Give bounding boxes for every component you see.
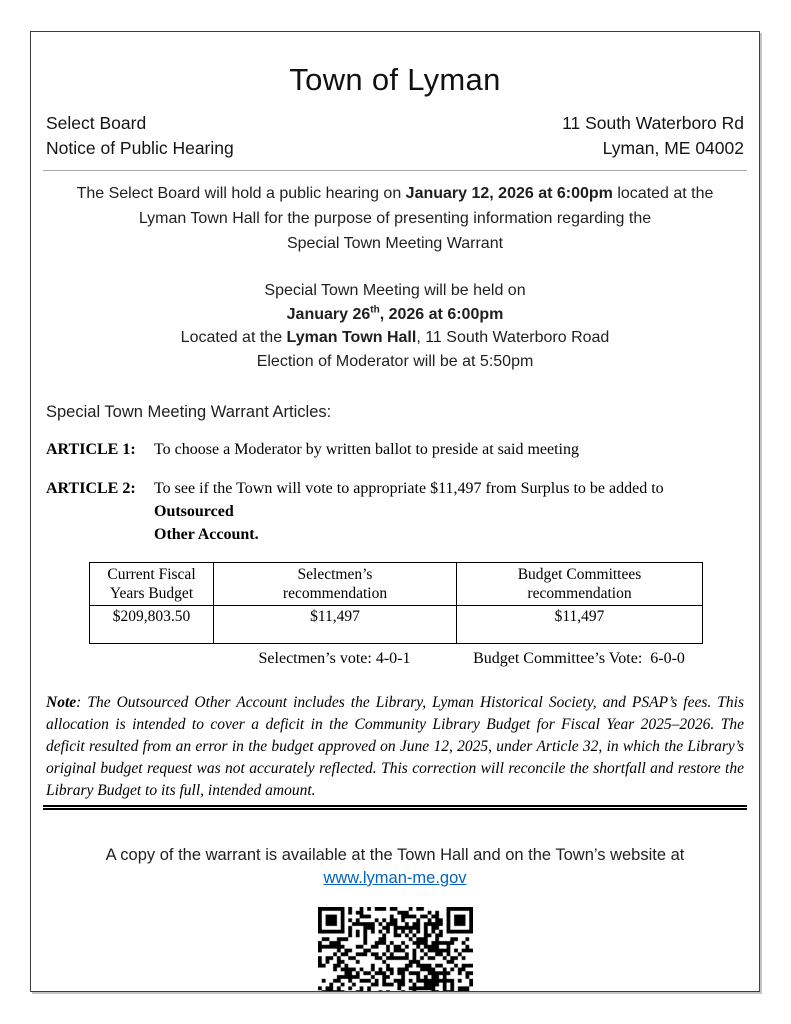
hearing-line2: Lyman Town Hall for the purpose of presenting information regarding the — [138, 210, 652, 227]
budget-table-value-row — [90, 606, 703, 644]
location-name: Lyman Town Hall — [286, 329, 417, 346]
votes-spacer — [89, 650, 213, 668]
address-line-1: 11 South Waterboro Rd — [562, 113, 744, 133]
header-divider — [43, 170, 747, 171]
note-text: : The Outsourced Other Account includes the Library, Lyman Historical Society, and PSAP’s fees. This allocation is intended to cover a deficit in the Community Library Budget for Fiscal Year 2025–2026. The deficit resulted from an error in the budget approved on June 12, 2025, under Article 32, in which the Library’s original budget request was not accurately reflected. This correction will reconcile the shortfall and restore the Library Budget to its full, intended amount. — [46, 694, 744, 799]
article-1-text: To choose a Moderator by written ballot to preside at said meeting — [154, 441, 579, 458]
meeting-location-line — [43, 326, 747, 350]
meeting-time: , 2026 at 6:00pm — [379, 305, 504, 323]
meeting-paragraph — [43, 279, 747, 373]
document-frame — [30, 31, 760, 992]
location-text-after: , 11 South Waterboro Road — [416, 329, 610, 346]
note-divider — [43, 805, 747, 810]
page-title: Town of Lyman — [289, 62, 501, 97]
budget-table — [89, 562, 703, 644]
website-link[interactable]: www.lyman-me.gov — [323, 869, 467, 887]
letterhead-left — [46, 111, 234, 161]
budget-committee-vote: Budget Committee’s Vote: 6-0-0 — [473, 650, 685, 667]
meeting-date-line — [43, 303, 747, 327]
votes-row — [89, 650, 747, 668]
qr-code — [318, 907, 473, 992]
letterhead — [43, 111, 747, 161]
warrant-articles-heading: Special Town Meeting Warrant Articles: — [46, 403, 332, 421]
value-cell-current-budget: $209,803.50 — [90, 606, 214, 644]
article-2 — [43, 477, 747, 546]
meeting-line1: Special Town Meeting will be held on — [264, 282, 526, 299]
address-line-2: Lyman, ME 04002 — [602, 138, 744, 158]
header-cell-selectmen: Selectmen’s recommendation — [214, 563, 457, 606]
meeting-line4: Election of Moderator will be at 5:50pm — [256, 352, 534, 370]
hearing-text-before: The Select Board will hold a public hearing on — [76, 185, 406, 202]
location-text-before: Located at the — [180, 329, 287, 346]
article-1 — [43, 438, 747, 461]
website-link-wrap — [43, 869, 747, 888]
notice-type: Notice of Public Hearing — [46, 138, 234, 158]
article-2-label: ARTICLE 2: — [46, 480, 136, 497]
note-paragraph — [43, 692, 747, 802]
org-name: Select Board — [46, 113, 147, 133]
letterhead-address — [562, 111, 744, 161]
footer-text: A copy of the warrant is available at the Town Hall and on the Town’s website at — [105, 846, 685, 864]
article-2-account-bold-2: Other Account. — [154, 526, 259, 543]
note-label: Note — [46, 694, 77, 711]
value-cell-budget-committee: $11,497 — [457, 606, 703, 644]
article-1-label: ARTICLE 1: — [46, 441, 136, 458]
budget-table-header-row — [90, 563, 703, 606]
hearing-datetime: January 12, 2026 at 6:00pm — [405, 185, 613, 202]
hearing-paragraph — [43, 181, 747, 256]
meeting-date-ordinal: th — [370, 304, 380, 316]
article-2-account-bold-1: Outsourced — [154, 503, 234, 520]
value-cell-selectmen: $11,497 — [214, 606, 457, 644]
hearing-text-after: located at the — [612, 185, 714, 202]
header-cell-budget-committee: Budget Committees recommendation — [457, 563, 703, 606]
header-cell-current-budget: Current Fiscal Years Budget — [90, 563, 214, 606]
meeting-date: January 26 — [286, 305, 371, 323]
article-2-text: To see if the Town will vote to appropriate $11,497 from Surplus to be added to — [154, 480, 664, 497]
hearing-line3: Special Town Meeting Warrant — [286, 235, 504, 252]
selectmen-vote: Selectmen’s vote: 4-0-1 — [258, 650, 411, 667]
